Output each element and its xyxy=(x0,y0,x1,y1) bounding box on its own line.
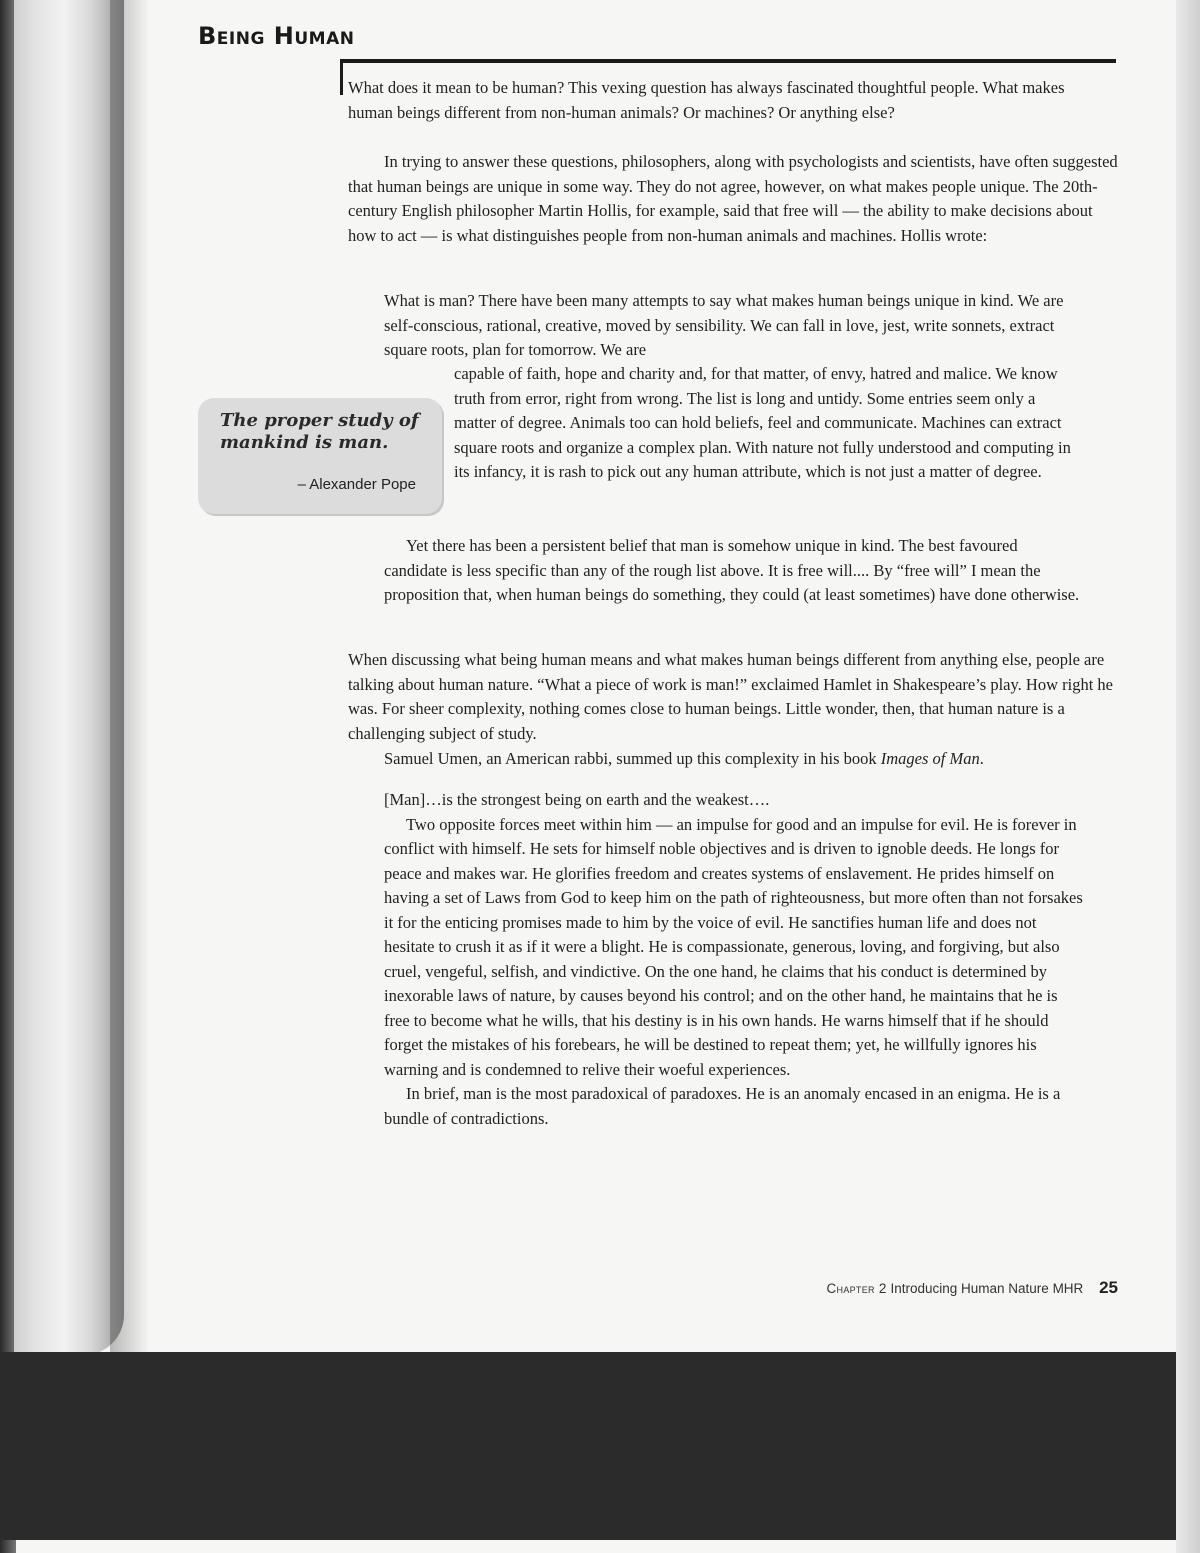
title-rule-bracket xyxy=(340,59,343,95)
book-spine-curl xyxy=(14,0,124,1355)
pull-quote-sidebar xyxy=(198,398,442,514)
page-number: 25 xyxy=(1099,1278,1118,1297)
umen-intro-text: Samuel Umen, an American rabbi, summed up this complexity in his book xyxy=(384,749,881,768)
body-paragraph-3: When discussing what being human means and what makes human beings different from anything else, people are talking about human nature. “What a piece of work is man!” exclaimed Hamlet in Shakespeare’s play. How right he was. For sheer complexity, nothing comes close to human beings. Little wonder, then, that human nature is a challenging subject of study. xyxy=(348,650,1114,743)
book-title: Images of Man xyxy=(880,749,980,768)
umen-quote-paragraph-1: Two opposite forces meet within him — an impulse for good and an impulse for evil. He is forever in conflict with himself. He sets for himself noble objectives and is driven to ignoble deeds. He longs for peace and makes war. He glorifies freedom and creates systems of enslavement. He prides himself on having a set of Laws from God to keep him on the path of righteousness, but more often than not forsakes it for the enticing promises made to him by the voice of evil. He sanctifies human life and does not hesitate to crush it as if it were a blight. He is compassionate, generous, loving, and forgiving, but also cruel, vengeful, selfish, and vindictive. On the one hand, he claims that his conduct is determined by inexorable laws of nature, by causes beyond his control; and on the other hand, he maintains that he is free to become what he wills, that his destiny is in his own hands. He warns himself that if he should forget the mistakes of his forebears, he will be destined to repeat them; yet, he willfully ignores his warning and is condemned to relive their woeful experiences. xyxy=(384,814,1083,1079)
body-paragraph-3-continuation xyxy=(384,747,1114,772)
hollis-quote-part2: capable of faith, hope and charity and, for that matter, of envy, hatred and malice. We know truth from error, right from wrong. The list is long and untidy. Some entries seem only a matter of degree. Animals too can hold beliefs, feel and communicate. Machines can extract square roots and organize a complex plan. With nature not fully understood and computing in its infancy, it is rash to pick out any human attribute, which is not just a matter of degree. xyxy=(454,364,1071,481)
umen-quote-line1: [Man]…is the strongest being on earth and the weakest…. xyxy=(384,790,770,809)
pull-quote-attribution: – Alexander Pope xyxy=(297,476,416,493)
umen-quote-block xyxy=(384,788,1084,1131)
pull-quote-text: The proper study of mankind is man. xyxy=(220,410,419,453)
body-paragraph-2: In trying to answer these questions, philosophers, along with psychologists and scientists, have often suggested that human beings are unique in some way. They do not agree, however, on what makes people unique. The 20th-century English philosopher Martin Hollis, for example, said that free will — the ability to make decisions about how to act — is what distinguishes people from non-human animals and machines. Hollis wrote: xyxy=(348,152,1118,245)
page-right-edge xyxy=(1176,0,1200,1553)
spine-shadow xyxy=(110,0,150,1355)
intro-paragraph: What does it mean to be human? This vexing question has always fascinated thoughtful people. What makes human beings different from non-human animals? Or machines? Or anything else? xyxy=(348,78,1065,122)
page-footer xyxy=(758,1278,1118,1298)
footer-chapter-title: Introducing Human Nature xyxy=(890,1281,1049,1296)
footer-chapter-label: Chapter 2 xyxy=(826,1281,887,1296)
umen-quote-paragraph-2: In brief, man is the most paradoxical of paradoxes. He is an anomaly encased in an enigma. He is a bundle of contradictions. xyxy=(384,1084,1061,1128)
scan-background xyxy=(0,1352,1178,1540)
umen-intro-end: . xyxy=(979,749,984,768)
footer-publisher: MHR xyxy=(1052,1281,1084,1296)
title-rule xyxy=(340,59,1116,63)
hollis-quote-part1: What is man? There have been many attempts to say what makes human beings unique in kind. We are self-conscious, rational, creative, moved by sensibility. We can fall in love, jest, write sonnets, extract square roots, plan for tomorrow. We are xyxy=(384,291,1064,359)
section-title: Being Human xyxy=(198,22,355,50)
hollis-quote-part3: Yet there has been a persistent belief that man is somehow unique in kind. The best favoured candidate is less specific than any of the rough list above. It is free will.... By “free will” I mean the proposition that, when human beings do something, they could (at least sometimes) have done otherwise. xyxy=(384,536,1080,604)
